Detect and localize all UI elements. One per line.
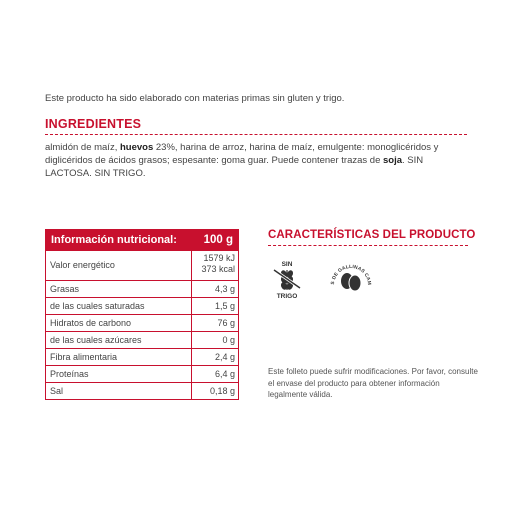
nutrient-label: Hidratos de carbono bbox=[50, 318, 132, 328]
nutrient-label: Fibra alimentaria bbox=[50, 352, 118, 362]
table-row bbox=[46, 297, 238, 314]
svg-text:HUEVOS DE GALLINAS CAMPERAS: S DE GALLINAS CAM bbox=[330, 264, 372, 286]
nutrient-label: de las cuales saturadas bbox=[50, 301, 145, 311]
svg-text:TRIGO: TRIGO bbox=[276, 293, 298, 300]
characteristics-title: CARACTERÍSTICAS DEL PRODUCTO bbox=[268, 229, 476, 241]
table-row bbox=[46, 348, 238, 365]
nutrition-header-label: Información nutricional: bbox=[51, 234, 177, 246]
nutrient-label: Sal bbox=[50, 386, 64, 396]
nutrition-table bbox=[45, 229, 239, 400]
characteristics-divider bbox=[268, 245, 468, 246]
table-row bbox=[46, 314, 238, 331]
table-row bbox=[46, 250, 238, 280]
free-range-eggs-icon bbox=[326, 254, 376, 304]
intro-text: Este producto ha sido elaborado con materias primas sin gluten y trigo. bbox=[45, 93, 345, 104]
nutrient-label: Proteínas bbox=[50, 369, 89, 379]
wheat-free-icon bbox=[266, 256, 308, 300]
nutrient-label: Valor energético bbox=[50, 260, 115, 270]
svg-text:SIN: SIN bbox=[281, 261, 293, 268]
table-row bbox=[46, 365, 238, 382]
table-row bbox=[46, 331, 238, 348]
nutrient-value: 6,4 g bbox=[191, 366, 238, 382]
nutrient-value: 0 g bbox=[191, 332, 238, 348]
table-row bbox=[46, 382, 238, 399]
nutrient-value: 4,3 g bbox=[191, 281, 238, 297]
nutrient-value: 1,5 g bbox=[191, 298, 238, 314]
ingredients-title: INGREDIENTES bbox=[45, 117, 142, 131]
nutrition-header-qty: 100 g bbox=[203, 234, 233, 246]
nutrient-value: 76 g bbox=[191, 315, 238, 331]
ingredients-divider bbox=[45, 134, 467, 135]
nutrient-value: 1579 kJ 373 kcal bbox=[191, 251, 238, 280]
nutrient-label: Grasas bbox=[50, 284, 80, 294]
allergen-huevos: huevos bbox=[119, 142, 154, 153]
allergen-soja: soja bbox=[383, 155, 403, 166]
disclaimer-text: Este folleto puede sufrir modificaciones. Por favor, consulte el envase del producto para obtener información legalmente válida. bbox=[268, 367, 478, 399]
nutrient-value: 2,4 g bbox=[191, 349, 238, 365]
nutrient-label: de las cuales azúcares bbox=[50, 335, 142, 345]
ingredients-text: almidón de maíz, huevos 23%, harina de arroz, harina de maíz, emulgente: monoglicéridos y diglicéridos de ácidos grasos; espesante: goma guar. Puede contener trazas de soja. SIN LACTOSA. SIN TRIGO. bbox=[45, 142, 439, 179]
nutrient-value: 0,18 g bbox=[191, 383, 238, 399]
nutrition-header bbox=[46, 230, 238, 250]
table-row bbox=[46, 280, 238, 297]
